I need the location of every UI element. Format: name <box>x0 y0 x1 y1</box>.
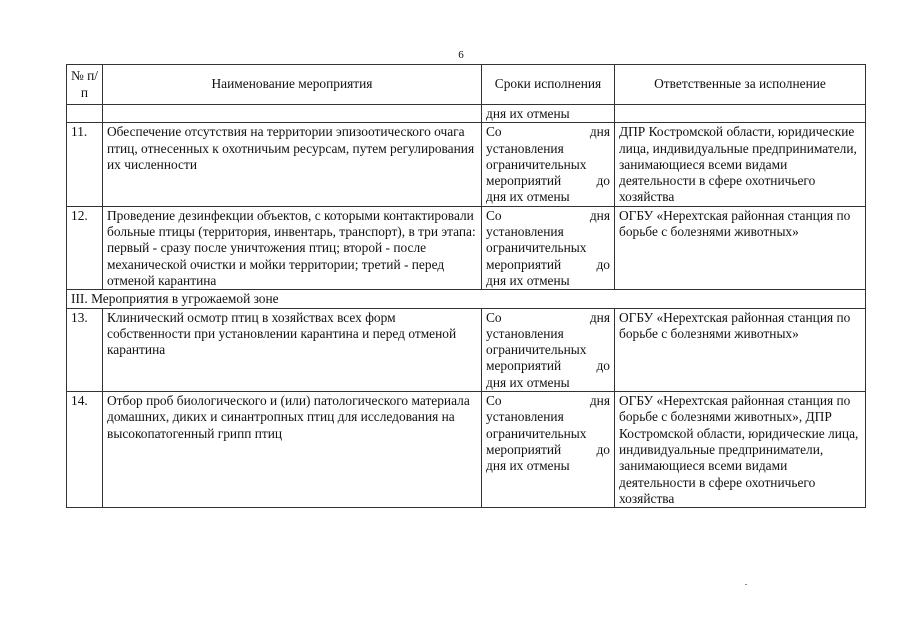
table-row <box>67 206 866 289</box>
section-title: III. Мероприятия в угрожаемой зоне <box>67 290 866 308</box>
term-word: мероприятий <box>486 173 562 189</box>
header-name: Наименование мероприятия <box>103 65 482 105</box>
term-word: ограничительных <box>486 156 587 172</box>
continuation-term: дня их отмены <box>482 105 615 123</box>
term-word: до <box>596 173 610 189</box>
table-body-a <box>67 105 866 290</box>
row-number: 14. <box>67 392 103 508</box>
measure-name: Проведение дезинфекции объектов, с которыми контактировали больные птицы (территория, инвентарь, транспорт), в три этапа: первый - сразу после уничтожения птиц; второй - после механической очистки и мойки территории; третий - перед отменой карантина <box>103 206 482 289</box>
responsible-party: ОГБУ «Нерехтская районная станция по борьбе с болезнями животных», ДПР Костромской области, юридические лица, индивидуальные предприниматели, занимающиеся всеми видами деятельности в сфере охотничьего хозяйства <box>615 392 866 508</box>
row-number: 11. <box>67 123 103 206</box>
measure-name: Клинический осмотр птиц в хозяйствах всех форм собственности при установлении карантина и перед отменой карантина <box>103 308 482 391</box>
term-text <box>486 124 610 205</box>
row-number: 13. <box>67 308 103 391</box>
execution-term <box>482 392 615 508</box>
responsible-party: ДПР Костромской области, юридические лица, индивидуальные предприниматели, занимающиеся всеми видами деятельности в сфере охотничьего хозяйства <box>615 123 866 206</box>
execution-term <box>482 308 615 391</box>
term-word: ограничительных <box>486 342 587 358</box>
term-word: дня их отмены <box>486 272 570 288</box>
term-word: установления <box>486 409 564 425</box>
term-word: ограничительных <box>486 425 587 441</box>
term-word: до <box>596 358 610 374</box>
term-text <box>486 310 610 391</box>
term-word: Со <box>486 309 502 325</box>
term-word: до <box>596 256 610 272</box>
term-word: Со <box>486 393 502 409</box>
table-row <box>67 123 866 206</box>
term-word: установления <box>486 325 564 341</box>
header-responsible: Ответственные за исполнение <box>615 65 866 105</box>
measures-table <box>66 64 866 508</box>
term-text <box>486 393 610 474</box>
section-body <box>67 290 866 308</box>
term-word: дня их отмены <box>486 189 570 205</box>
empty-cell <box>67 105 103 123</box>
term-word: дня их отмены <box>486 374 570 390</box>
term-word: Со <box>486 207 502 223</box>
measure-name: Обеспечение отсутствия на территории эпизоотического очага птиц, отнесенных к охотничьим ресурсам, путем регулирования их численности <box>103 123 482 206</box>
table-row <box>67 308 866 391</box>
section-row <box>67 290 866 308</box>
term-word: мероприятий <box>486 256 562 272</box>
table-body-b <box>67 308 866 508</box>
term-word: установления <box>486 224 564 240</box>
term-text <box>486 208 610 289</box>
header-term: Сроки исполнения <box>482 65 615 105</box>
header-num: № п/п <box>67 65 103 105</box>
measure-name: Отбор проб биологического и (или) патологического материала домашних, диких и синантропных птиц для исследования на высокопатогенный грипп птиц <box>103 392 482 508</box>
term-word: дня <box>589 207 610 223</box>
table-row <box>67 392 866 508</box>
term-word: мероприятий <box>486 441 562 457</box>
row-number: 12. <box>67 206 103 289</box>
execution-term <box>482 123 615 206</box>
term-word: установления <box>486 140 564 156</box>
responsible-party: ОГБУ «Нерехтская районная станция по борьбе с болезнями животных» <box>615 308 866 391</box>
execution-term <box>482 206 615 289</box>
table-header-row <box>67 65 866 105</box>
term-word: ограничительных <box>486 240 587 256</box>
term-word: дня <box>589 393 610 409</box>
term-word: Со <box>486 124 502 140</box>
empty-cell <box>103 105 482 123</box>
scan-artifact <box>745 584 747 585</box>
page-number: 6 <box>458 49 464 61</box>
term-word: дня <box>589 124 610 140</box>
continuation-row <box>67 105 866 123</box>
term-word: дня <box>589 309 610 325</box>
term-word: мероприятий <box>486 358 562 374</box>
term-word: до <box>596 441 610 457</box>
empty-cell <box>615 105 866 123</box>
responsible-party: ОГБУ «Нерехтская районная станция по борьбе с болезнями животных» <box>615 206 866 289</box>
term-word: дня их отмены <box>486 458 570 474</box>
